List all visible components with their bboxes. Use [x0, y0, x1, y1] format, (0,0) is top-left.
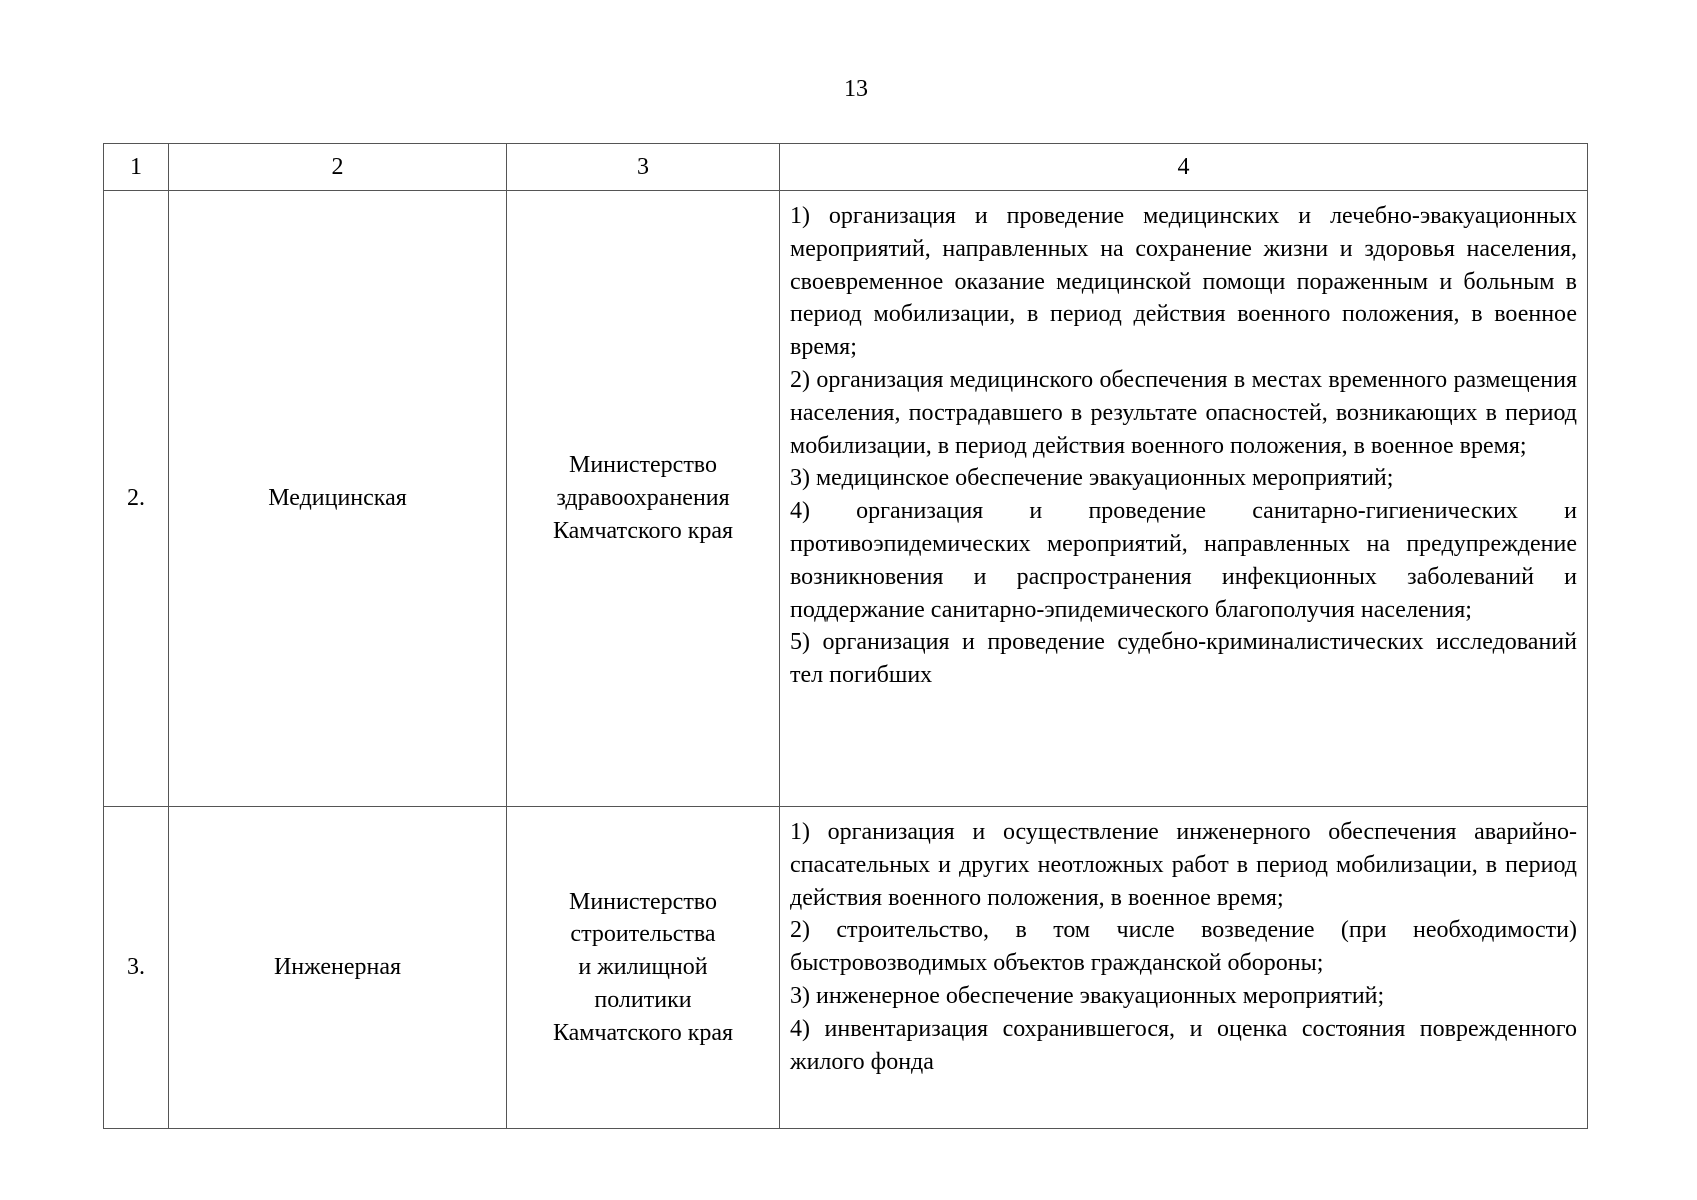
organization-cell: [507, 191, 780, 807]
services-table: [103, 143, 1588, 1129]
organization-line: Камчатского края: [552, 1019, 734, 1046]
table-row: [104, 191, 1588, 807]
task-item: 1) организация и проведение медицинских и лечебно-эвакуационных мероприятий, направленных на сохранение жизни и здоровья населения, своевременное оказание медицинской помощи пораженным и больным в период мобилизации, в период действия военного положения, в военное время;: [790, 203, 1577, 361]
column-header: 1: [104, 144, 169, 191]
tasks-cell: [780, 807, 1588, 1129]
task-item: 1) организация и осуществление инженерного обеспечения аварийно-спасательных и других неотложных работ в период мобилизации, в период действия военного положения, в военное время;: [790, 819, 1577, 911]
column-header: 3: [507, 144, 780, 191]
row-number: 3.: [104, 807, 169, 1129]
tasks-cell: [780, 191, 1588, 807]
service-name: Медицинская: [169, 191, 507, 807]
column-header: 4: [780, 144, 1588, 191]
table-row: [104, 807, 1588, 1129]
organization-line: и жилищной: [578, 954, 708, 981]
row-number: 2.: [104, 191, 169, 807]
organization-cell: [507, 807, 780, 1129]
organization-line: Камчатского края: [552, 517, 734, 544]
table-header-row: [104, 144, 1588, 191]
task-item: 3) инженерное обеспечение эвакуационных мероприятий;: [790, 982, 1385, 1009]
task-item: 4) инвентаризация сохранившегося, и оценка состояния поврежденного жилого фонда: [790, 1015, 1577, 1075]
task-item: 4) организация и проведение санитарно-гигиенических и противоэпидемических мероприятий, направленных на предупреждение возникновения и распространения инфекционных заболеваний и поддержание санитарно-эпидемического благополучия населения;: [790, 498, 1577, 623]
task-item: 3) медицинское обеспечение эвакуационных мероприятий;: [790, 465, 1394, 492]
task-item: 2) организация медицинского обеспечения в местах временного размещения населения, пострадавшего в результате опасностей, возникающих в период мобилизации, в период действия военного положения, в военное время;: [790, 366, 1577, 459]
page-number: 13: [844, 76, 868, 102]
organization-line: строительства: [570, 921, 716, 948]
task-item: 2) строительство, в том числе возведение (при необходимости) быстровозводимых объектов гражданской обороны;: [790, 917, 1577, 977]
service-name: Инженерная: [169, 807, 507, 1129]
task-item: 5) организация и проведение судебно-криминалистических исследований тел погибших: [790, 629, 1577, 689]
column-header: 2: [169, 144, 507, 191]
organization-line: Министерство: [569, 452, 717, 479]
organization-line: политики: [594, 986, 692, 1013]
organization-line: Министерство: [569, 888, 717, 915]
organization-line: здравоохранения: [556, 485, 730, 512]
